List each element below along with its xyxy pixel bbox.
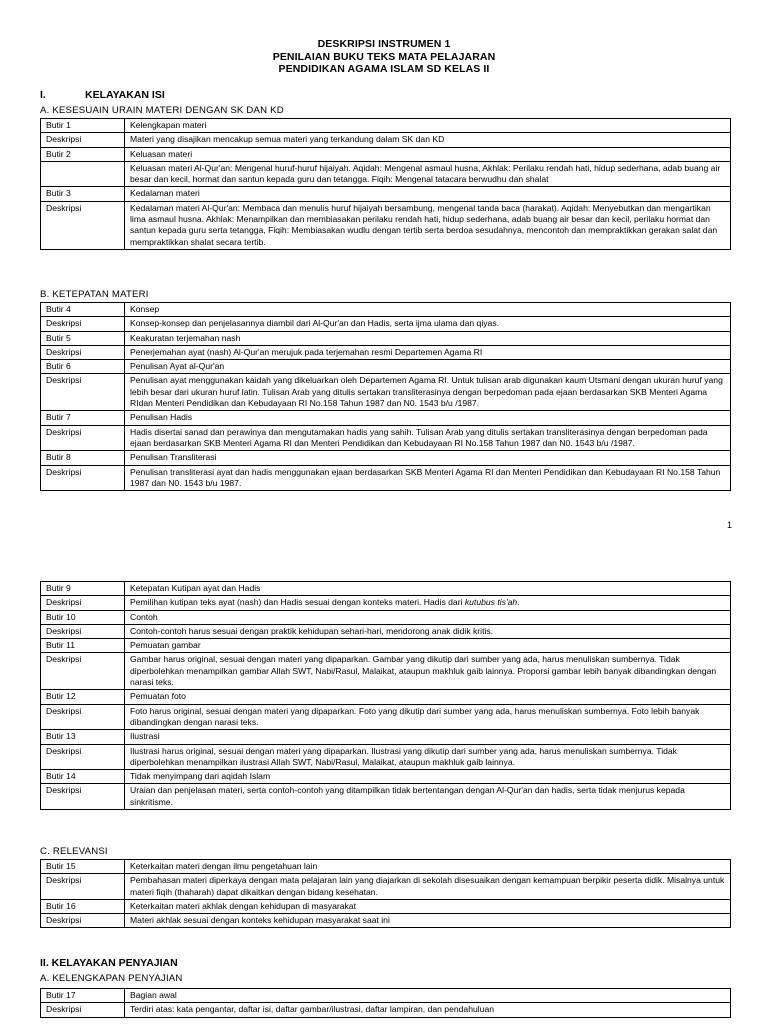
item-text: Penulisan ayat menggunakan kaidah yang dikeluarkan oleh Departemen Agama RI. Untuk tulisan arab digunakan kaum Utsmani dengan ukuran huruf yang lebih besar dari ukuran huruf latin. Tulisan Arab yang ditulis sertakan transliterasinya dengan berpedoman pada ejaan berdasarkan SKB Menteri Agama RIdan Menteri Pendidikan dan Kebudayaan RI No.158 Tahun 1987 dan N0. 1543 b/u /1987. [125,374,731,411]
document-header [0,38,768,76]
item-text: Penerjemahan ayat (nash) Al-Qur'an merujuk pada terjemahan resmi Departemen Agama RI [125,345,731,359]
item-text: Konsep-konsep dan penjelasannya diambil dari Al-Qur'an dan Hadis, serta ijma ulama dan qiyas. [125,317,731,331]
item-text: Contoh-contoh harus sesuai dengan praktik kehidupan sehari-hari, mendorong anak didik kritis. [125,624,731,638]
item-label: Butir 1 [41,119,125,133]
header-line-1: DESKRIPSI INSTRUMEN 1 [317,38,451,50]
item-text: Keakuratan terjemahan nash [125,331,731,345]
item-label: Deskripsi [41,596,125,610]
item-text: Penulisan Hadis [125,411,731,425]
item-text: Hadis disertai sanad dan perawinya dan mengutamakan hadis yang sahih. Tulisan Arab yang ditulis sertakan transliterasinya dengan berpedoman pada ejaan berdasarkan SKB Menteri Agama RI dan Menteri Pendidikan dan Kebudayaan RI No.158 Tahun 1987 dan N0. 1543 b/u /1987. [125,425,731,451]
item-label: Butir 2 [41,147,125,161]
item-text: Konsep [125,303,731,317]
table-row [41,899,731,913]
item-label: Deskripsi [41,133,125,147]
item-text: Keterkaitan materi dengan ilmu pengetahuan lain [125,860,731,874]
table-row [41,874,731,900]
item-label: Butir 17 [41,989,125,1003]
table-row [41,331,731,345]
item-text: Penulisan Ayat al-Qur'an [125,360,731,374]
item-label: Butir 11 [41,639,125,653]
item-text: Terdiri atas: kata pengantar, daftar isi, daftar gambar/ilustrasi, daftar lampiran, dan pendahuluan [125,1003,731,1017]
table-row [41,119,731,133]
table-row [41,744,731,770]
item-label: Deskripsi [41,374,125,411]
section-1-number: I. [40,89,46,101]
table-row [41,187,731,201]
item-label: Deskripsi [41,653,125,690]
item-label: Butir 12 [41,690,125,704]
item-label: Deskripsi [41,345,125,359]
item-text: Kedalaman materi Al-Qur'an: Membaca dan menulis huruf hijaiyah bersambung, mengenal tanda baca (harakat). Aqidah: Menyebutkan dan mengartikan lima asmaul husna. Akhlak: Menampilkan dan membiasakan perilaku rendah hati, hidup sederhana, adab buang air besar dan kecil, perilaku hormat dan santun kepada guru serta tetangga, Fiqih: Membiasakan wudlu dengan tertib serta berdoa sesudahnya, mencontoh dan mempraktikkan gerakan salat dan mempraktikkan shalat secara tertib. [125,201,731,249]
table-row [41,425,731,451]
table-row [41,624,731,638]
item-label: Deskripsi [41,1003,125,1017]
item-label: Deskripsi [41,784,125,810]
item-label: Butir 9 [41,582,125,596]
item-label: Deskripsi [41,704,125,730]
item-text: Foto harus original, sesuai dengan materi yang dipaparkan. Foto yang dikutip dari sumber yang ada, harus menuliskan sumbernya. Foto lebih banyak dibandingkan dengan narasi teks. [125,704,731,730]
item-text: Penulisan transliterasi ayat dan hadis menggunakan ejaan berdasarkan SKB Menteri Agama RI dan Menteri Pendidikan dan Kebudayaan RI No.158 Tahun 1987 dan N0. 1543 b/u 1987. [125,465,731,491]
item-label: Butir 10 [41,610,125,624]
section-1-heading [40,89,165,101]
item-label: Deskripsi [41,744,125,770]
section-c-table [40,859,731,928]
item-label: Butir 16 [41,899,125,913]
item-label: Butir 5 [41,331,125,345]
section-b-heading: B. KETEPATAN MATERI [40,289,149,300]
section-b-table [40,302,731,491]
item-text: Keterkaitan materi akhlak dengan kehidupan di masyarakat [125,899,731,913]
item-text: Pemilihan kutipan teks ayat (nash) dan Hadis sesuai dengan konteks materi. Hadis dari [130,597,465,608]
table-row [41,596,731,610]
item-text: Ketepatan Kutipan ayat dan Hadis [125,582,731,596]
section-2-heading: II. KELAYAKAN PENYAJIAN [40,957,178,969]
table-row [41,465,731,491]
table-row [41,582,731,596]
table-row [41,914,731,928]
item-label: Butir 6 [41,360,125,374]
section-2a-table [40,988,731,1018]
item-label: Deskripsi [41,465,125,491]
table-row [41,690,731,704]
item-text: Contoh [125,610,731,624]
section-a-heading: A. KESESUAIN URAIN MATERI DENGAN SK DAN KD [40,105,284,116]
item-text: Keluasan materi [125,147,731,161]
table-row [41,411,731,425]
item-text: Gambar harus original, sesuai dengan materi yang dipaparkan. Gambar yang dikutip dari sumber yang ada, harus menuliskan sumbernya. Tidak diperbolehkan menampilkan gambar Allah SWT, Nabi/Rasul, Malaikat, ataupun makhluk gaib lainnya. Proporsi gambar lebih banyak dibandingkan dengan narasi teks. [125,653,731,690]
item-text: Bagian awal [125,989,731,1003]
item-text: Ilustrasi harus original, sesuai dengan materi yang dipaparkan. Ilustrasi yang dikutip dari sumber yang ada, harus menuliskan sumbernya. Tidak diperbolehkan menampilkan ilustrasi Allah SWT, Nabi/Rasul, Malaikat, ataupun makhluk gaib lainnya. [125,744,731,770]
table-row [41,147,731,161]
table-row [41,201,731,249]
hadith-tail: . [517,597,520,608]
section-1-title: KELAYAKAN ISI [85,89,165,101]
table-row [41,704,731,730]
item-text: Pemuatan gambar [125,639,731,653]
section-2a-heading: A. KELENGKAPAN PENYAJIAN [40,973,183,984]
item-label: Deskripsi [41,425,125,451]
item-text: Ilustrasi [125,730,731,744]
item-text: Penulisan Transliterasi [125,451,731,465]
item-label: Butir 14 [41,770,125,784]
section-b-continued-table [40,581,731,810]
hadith-source: kutubus tis'ah [464,597,518,608]
table-row [41,989,731,1003]
section-a-table [40,118,731,250]
table-row [41,860,731,874]
header-line-2: PENILAIAN BUKU TEKS MATA PELAJARAN [272,50,496,63]
page-number: 1 [727,520,733,530]
item-label [41,161,125,187]
item-label: Deskripsi [41,874,125,900]
item-text-with-emphasis [125,596,731,610]
item-text: Tidak menyimpang dari aqidah Islam [125,770,731,784]
item-label: Butir 13 [41,730,125,744]
item-text: Keluasan materi Al-Qur'an: Mengenal huruf-huruf hijaiyah. Aqidah: Mengenal asmaul husna, Akhlak: Perilaku rendah hati, hidup sederhana, adab buang air besar dan kecil, hormat dan santun kepada guru dan tetangga. Fiqih: Mengenal tatacara berwudhu dan shalat [125,161,731,187]
item-label: Butir 7 [41,411,125,425]
item-text: Materi akhlak sesuai dengan konteks kehidupan masyarakat saat ini [125,914,731,928]
table-row [41,303,731,317]
table-row [41,784,731,810]
item-label: Butir 8 [41,451,125,465]
table-row [41,317,731,331]
table-row [41,345,731,359]
header-line-3: PENDIDIKAN AGAMA ISLAM SD KELAS II [278,63,490,75]
item-label: Deskripsi [41,624,125,638]
table-row [41,161,731,187]
table-row [41,610,731,624]
table-row [41,360,731,374]
item-label: Butir 3 [41,187,125,201]
item-label: Butir 15 [41,860,125,874]
table-row [41,770,731,784]
item-text: Kedalaman materi [125,187,731,201]
section-c-heading: C. RELEVANSI [40,846,108,857]
table-row [41,639,731,653]
table-row [41,374,731,411]
item-label: Deskripsi [41,914,125,928]
item-label: Deskripsi [41,201,125,249]
table-row [41,1003,731,1017]
item-text: Kelengkapan materi [125,119,731,133]
item-text: Uraian dan penjelasan materi, serta contoh-contoh yang ditampilkan tidak bertentangan dengan Al-Qur'an dan hadis, serta tidak menjurus kepada sinkritisme. [125,784,731,810]
item-label: Deskripsi [41,317,125,331]
table-row [41,133,731,147]
table-row [41,653,731,690]
table-row [41,730,731,744]
item-text: Pemuatan foto [125,690,731,704]
table-row [41,451,731,465]
item-text: Pembahasan materi diperkaya dengan mata pelajaran lain yang diajarkan di sekolah disesuaikan dengan kemampuan berpikir peserta didik. Misalnya untuk materi fiqih (thaharah) dapat dikaitkan dengan bidang kesehatan. [125,874,731,900]
item-label: Butir 4 [41,303,125,317]
item-text: Materi yang disajikan mencakup semua materi yang terkandung dalam SK dan KD [125,133,731,147]
